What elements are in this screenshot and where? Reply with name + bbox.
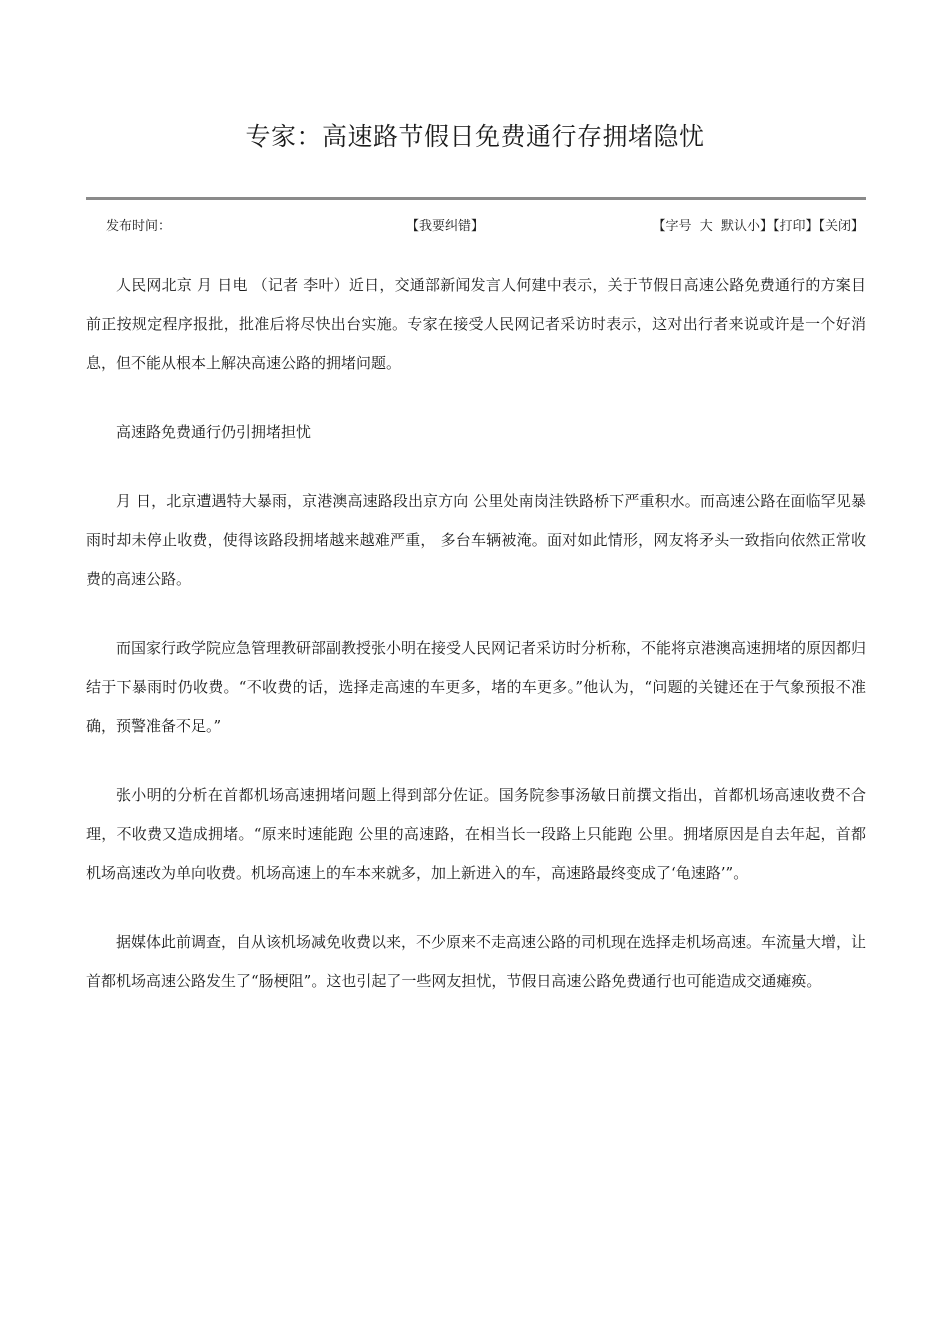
paragraph: 张小明的分析在首都机场高速拥堵问题上得到部分佐证。国务院参事汤敏日前撰文指出，首都机场高速收费不合理，不收费又造成拥堵。“原来时速能跑 公里的高速路，在相当长一段路上只能跑 公里。拥堵原因是自去年起，首都机场高速改为单向收费。机场高速上的车本来就多，加上新进入的车，高速路最终变成了‘龟速路’”。 bbox=[86, 786, 866, 882]
paragraph: 月 日，北京遭遇特大暴雨，京港澳高速路段出京方向 公里处南岗洼铁路桥下严重积水。而高速公路在面临罕见暴雨时却未停止收费，使得该路段拥堵越来越难严重， 多台车辆被淹。面对如此情形，网友将矛头一致指向依然正常收费的高速公路。 bbox=[86, 492, 866, 588]
meta-bar bbox=[0, 214, 950, 240]
paragraph: 据媒体此前调查，自从该机场减免收费以来，不少原来不走高速公路的司机现在选择走机场高速。车流量大增，让首都机场高速公路发生了“肠梗阻”。这也引起了一些网友担忧，节假日高速公路免费通行也可能造成交通瘫痪。 bbox=[86, 933, 867, 990]
close-link[interactable]: 【关闭】 bbox=[818, 219, 864, 234]
article-tools bbox=[652, 214, 864, 240]
publish-time-label: 发布时间： bbox=[106, 219, 172, 234]
title-divider bbox=[86, 197, 866, 200]
page-title: 专家：高速路节假日免费通行存拥堵隐忧 bbox=[245, 122, 705, 151]
article-body bbox=[86, 266, 866, 1031]
paragraph: 而国家行政学院应急管理教研部副教授张小明在接受人民网记者采访时分析称，不能将京港澳高速拥堵的原因都归结于下暴雨时仍收费。“不收费的话，选择走高速的车更多，堵的车更多。”他认为，“问题的关键还在于气象预报不准确，预警准备不足。” bbox=[86, 639, 867, 735]
font-size-toggle[interactable]: 【字号 大 默认小】 bbox=[652, 219, 773, 234]
paragraph: 人民网北京 月 日电 （记者 李叶）近日，交通部新闻发言人何建中表示，关于节假日高速公路免费通行的方案目前正按规定程序报批，批准后将尽快出台实施。专家在接受人民网记者采访时表示，这对出行者来说或许是一个好消息，但不能从根本上解决高速公路的拥堵问题。 bbox=[86, 276, 866, 372]
report-error-link[interactable]: 【我要纠错】 bbox=[406, 219, 485, 234]
print-link[interactable]: 【打印】 bbox=[772, 219, 819, 234]
section-subheading: 高速路免费通行仍引拥堵担忧 bbox=[116, 423, 312, 441]
